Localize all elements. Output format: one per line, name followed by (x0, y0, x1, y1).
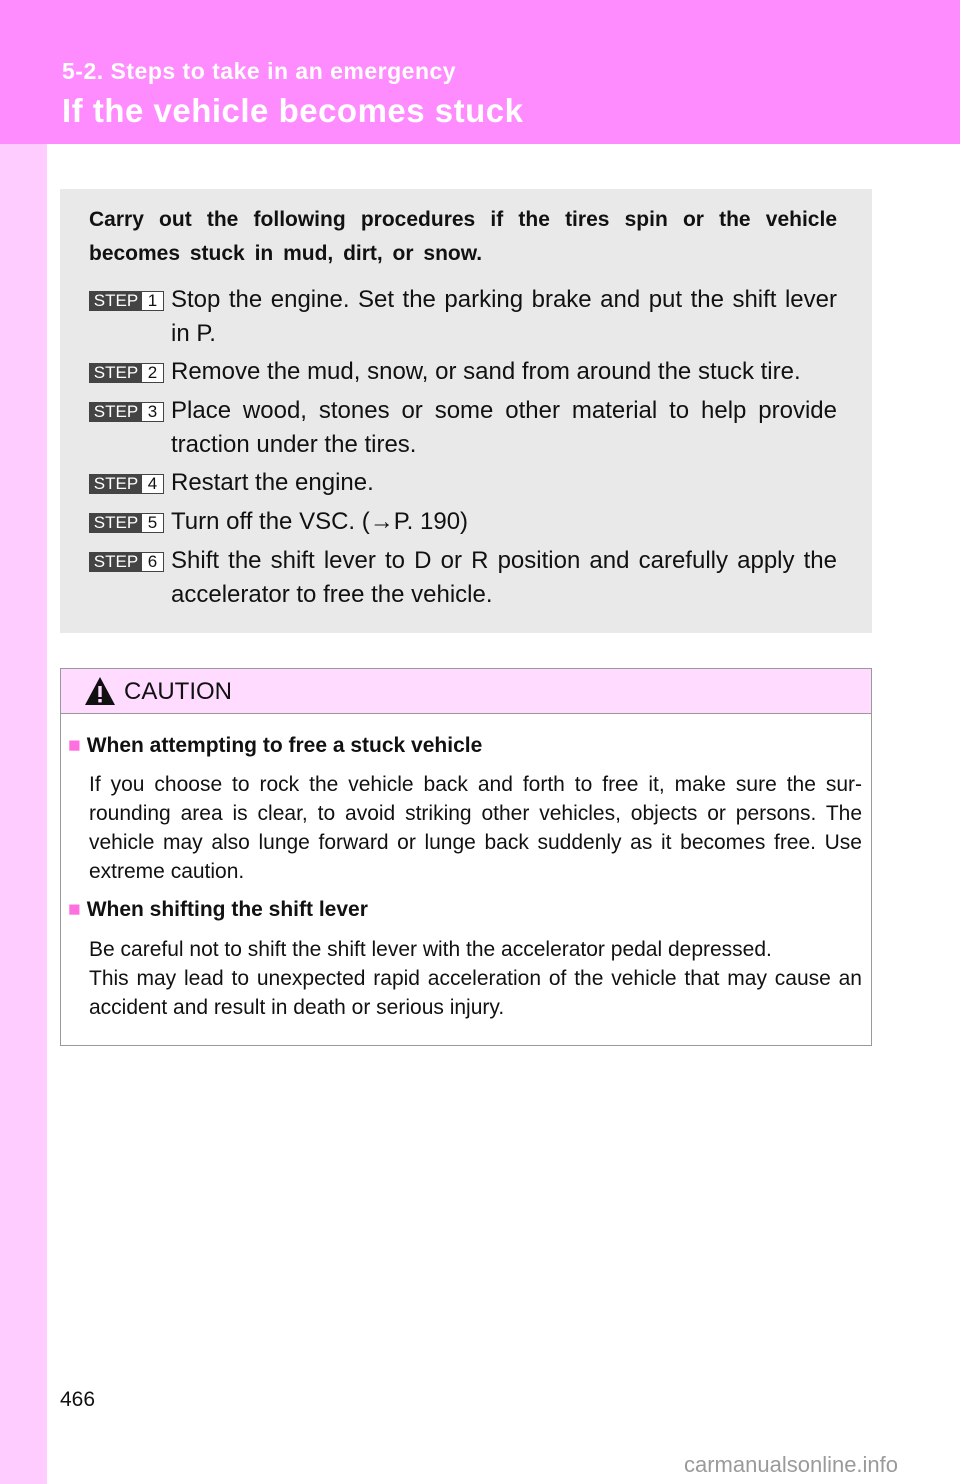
subheading-text: When attempting to free a stuck vehicle (86, 734, 483, 757)
caution-label: CAUTION (124, 678, 232, 705)
procedure-intro: Carry out the following procedures if the tires spin or the vehicle becomes stuck in mud, dirt, or snow. (89, 208, 837, 265)
step-badge-word: STEP (90, 403, 142, 421)
step-text: Place wood, stones or some other material to help provide traction under the tires. (171, 397, 837, 458)
side-strip (0, 144, 47, 1484)
step-badge-word: STEP (90, 364, 142, 382)
square-bullet-icon: ■ (68, 898, 81, 921)
step-badge-number: 6 (147, 552, 158, 571)
caution-paragraph: This may lead to unexpected rapid acceleration of the vehicle that may cause an accident and result in death or serious injury. (89, 967, 862, 1019)
step-badge (89, 402, 164, 422)
step-text: Remove the mud, snow, or sand from around the stuck tire. (171, 358, 801, 385)
step-badge-number: 2 (147, 363, 158, 382)
caution-paragraph: Be careful not to shift the shift lever with the accelerator pedal depressed. (89, 938, 772, 961)
step-text: Stop the engine. Set the parking brake and put the shift lever in P. (171, 286, 837, 347)
caution-subheading-shift (68, 896, 368, 924)
step-badge-number: 3 (147, 402, 158, 421)
step-badge-number: 4 (147, 474, 158, 493)
step-badge-word: STEP (90, 514, 142, 532)
step-text: Turn off the VSC. (→P. 190) (171, 508, 469, 535)
step-2 (89, 355, 837, 389)
step-5 (89, 505, 837, 539)
step-1 (89, 283, 837, 347)
section-label: 5-2. Steps to take in an emergency (62, 58, 457, 84)
caution-subheading-stuck (68, 732, 482, 760)
subheading-text: When shifting the shift lever (86, 898, 368, 921)
step-3 (89, 394, 837, 458)
step-text: Restart the engine. (171, 469, 374, 496)
page-title: If the vehicle becomes stuck (62, 92, 524, 129)
step-badge-number: 1 (147, 291, 158, 310)
step-4 (89, 466, 837, 500)
step-badge-word: STEP (90, 475, 142, 493)
page-number: 466 (60, 1388, 96, 1411)
warning-triangle-icon (83, 675, 117, 712)
watermark: carmanualsonline.info (684, 1452, 899, 1477)
caution-header (61, 669, 871, 714)
step-badge (89, 474, 164, 494)
step-badge-number: 5 (147, 513, 158, 532)
page-header (0, 0, 960, 144)
step-badge (89, 291, 164, 311)
square-bullet-icon: ■ (68, 734, 81, 757)
step-badge (89, 513, 164, 533)
step-6 (89, 544, 837, 608)
step-badge-word: STEP (90, 553, 142, 571)
caution-paragraph: If you choose to rock the vehicle back and forth to free it, make sure the sur-rounding area is clear, to avoid striking other vehicles, objects or persons. The vehicle may also lunge forward or lunge back suddenly as it becomes free. Use extreme caution. (89, 773, 862, 883)
step-text: Shift the shift lever to D or R position and carefully apply the accelerator to free the vehicle. (171, 547, 837, 608)
step-badge (89, 552, 164, 572)
step-badge (89, 363, 164, 383)
step-badge-word: STEP (90, 292, 142, 310)
